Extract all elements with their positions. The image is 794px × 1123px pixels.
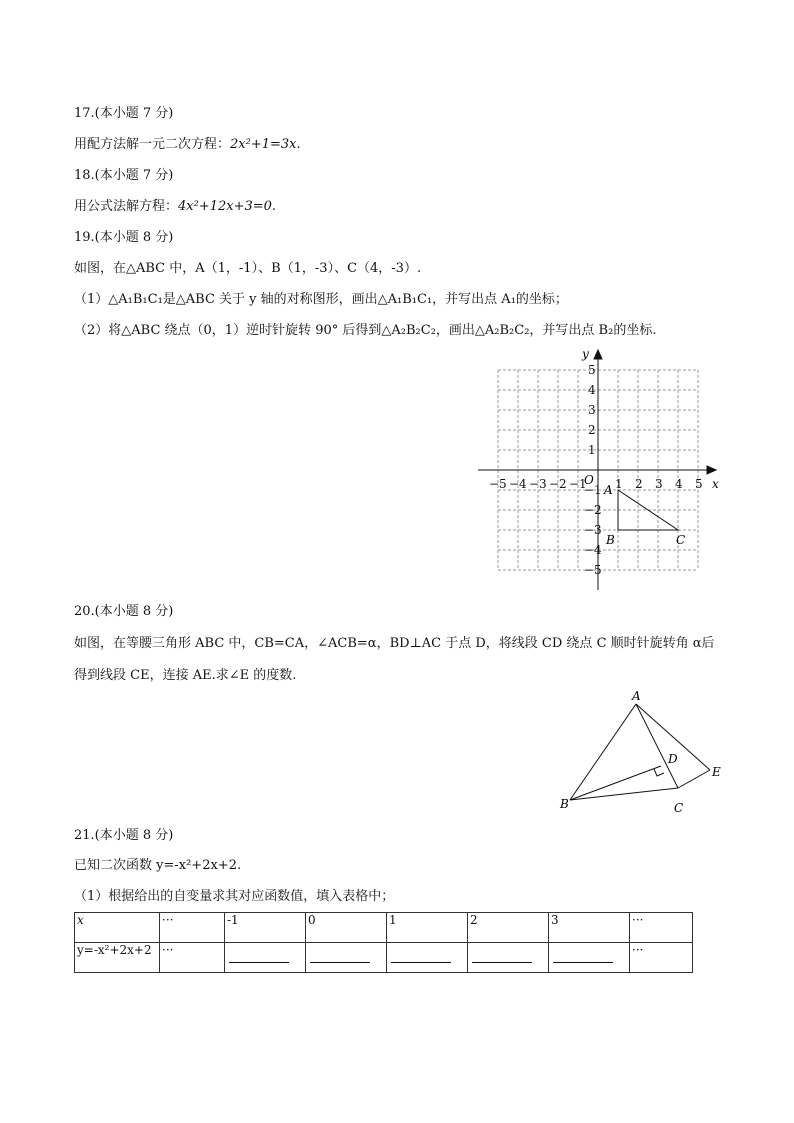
q18-prefix: 用公式法解方程： xyxy=(74,199,179,214)
q19-title: 19.(本小题 8 分) xyxy=(74,230,174,245)
y-axis-label: y xyxy=(582,347,589,361)
q20-line1: 如图，在等腰三角形 ABC 中，CB=CA，∠ACB=α，BD⊥AC 于点 D，将线段 CD 绕点 C 顺时针旋转角 α后 xyxy=(74,636,715,651)
answer-blank[interactable] xyxy=(306,943,387,973)
q18-title: 18.(本小题 7 分) xyxy=(74,168,174,183)
label-e: E xyxy=(712,765,721,779)
x-tick-label: −1 xyxy=(569,477,587,491)
table-header-y: y=-x²+2x+2 xyxy=(75,943,160,973)
label-c: C xyxy=(674,801,684,815)
coordinate-grid xyxy=(476,346,726,596)
q17-title: 17.(本小题 7 分) xyxy=(74,106,174,121)
q17-equation: 2x²+1=3x. xyxy=(230,137,301,152)
table-cell-x: -1 xyxy=(225,913,306,943)
y-tick-label: −2 xyxy=(584,503,602,517)
q19-part2: （2）将△ABC 绕点（0，1）逆时针旋转 90° 后得到△A₂B₂C₂，画出△A₂B₂C₂，并写出点 B₂的坐标. xyxy=(74,323,657,338)
label-b: B xyxy=(560,797,569,811)
q20-line2: 得到线段 CE，连接 AE.求∠E 的度数. xyxy=(74,668,297,683)
table-header-x: x xyxy=(75,913,160,943)
segment-ce xyxy=(678,770,710,788)
q18-text xyxy=(74,199,276,215)
table-cell-ellipsis: ··· xyxy=(160,943,225,973)
y-tick-label: 2 xyxy=(588,423,596,437)
x-tick-label: 3 xyxy=(655,477,663,491)
table-cell-x: 2 xyxy=(468,913,549,943)
q21-title: 21.(本小题 8 分) xyxy=(74,828,174,843)
x-tick-label: −5 xyxy=(489,477,507,491)
function-value-table xyxy=(74,912,693,973)
y-axis-arrow xyxy=(594,350,602,359)
q21-intro: 已知二次函数 y=-x²+2x+2. xyxy=(74,858,242,873)
isosceles-triangle-figure xyxy=(556,690,736,820)
y-tick-label: −1 xyxy=(584,483,602,497)
answer-blank[interactable] xyxy=(549,943,630,973)
q18-equation: 4x²+12x+3=0. xyxy=(178,199,277,214)
x-tick-label: −4 xyxy=(509,477,527,491)
table-cell-ellipsis: ··· xyxy=(630,943,693,973)
y-tick-label: 3 xyxy=(588,403,596,417)
q17-text xyxy=(74,137,301,153)
x-tick-label: −2 xyxy=(549,477,567,491)
x-axis-label: x xyxy=(712,477,719,491)
point-label-b: B xyxy=(606,533,615,547)
table-cell-ellipsis: ··· xyxy=(630,913,693,943)
q19-part1: （1）△A₁B₁C₁是△ABC 关于 y 轴的对称图形，画出△A₁B₁C₁，并写出点 A₁的坐标； xyxy=(74,292,568,307)
answer-blank[interactable] xyxy=(225,943,306,973)
table-row-x xyxy=(75,913,693,943)
label-d: D xyxy=(668,752,678,766)
q21-part1: （1）根据给出的自变量求其对应函数值，填入表格中； xyxy=(74,889,395,904)
x-tick-label: 2 xyxy=(635,477,643,491)
x-tick-label: 5 xyxy=(695,477,703,491)
y-tick-label: −3 xyxy=(584,523,602,537)
point-label-a: A xyxy=(604,483,613,497)
origin-label: O xyxy=(584,473,594,487)
y-tick-label: −4 xyxy=(584,543,602,557)
x-tick-label: 4 xyxy=(675,477,683,491)
x-axis-arrow xyxy=(707,466,716,474)
table-row-y xyxy=(75,943,693,973)
point-label-c: C xyxy=(676,533,686,547)
table-cell-ellipsis: ··· xyxy=(160,913,225,943)
x-tick-label: −3 xyxy=(529,477,547,491)
q17-prefix: 用配方法解一元二次方程： xyxy=(74,137,231,152)
q19-intro: 如图，在△ABC 中，A（1，-1）、B（1，-3）、C（4，-3）. xyxy=(74,261,422,276)
x-tick-label: 1 xyxy=(615,477,623,491)
table-cell-x: 3 xyxy=(549,913,630,943)
answer-blank[interactable] xyxy=(387,943,468,973)
segment-ab xyxy=(570,704,636,800)
table-cell-x: 0 xyxy=(306,913,387,943)
y-tick-label: 4 xyxy=(588,383,596,397)
answer-blank[interactable] xyxy=(468,943,549,973)
table-cell-x: 1 xyxy=(387,913,468,943)
y-tick-label: −5 xyxy=(584,563,602,577)
y-tick-label: 5 xyxy=(588,363,596,377)
label-a: A xyxy=(632,690,641,703)
right-angle-mark xyxy=(654,769,664,776)
q20-title: 20.(本小题 8 分) xyxy=(74,604,174,619)
y-tick-label: 1 xyxy=(588,443,596,457)
